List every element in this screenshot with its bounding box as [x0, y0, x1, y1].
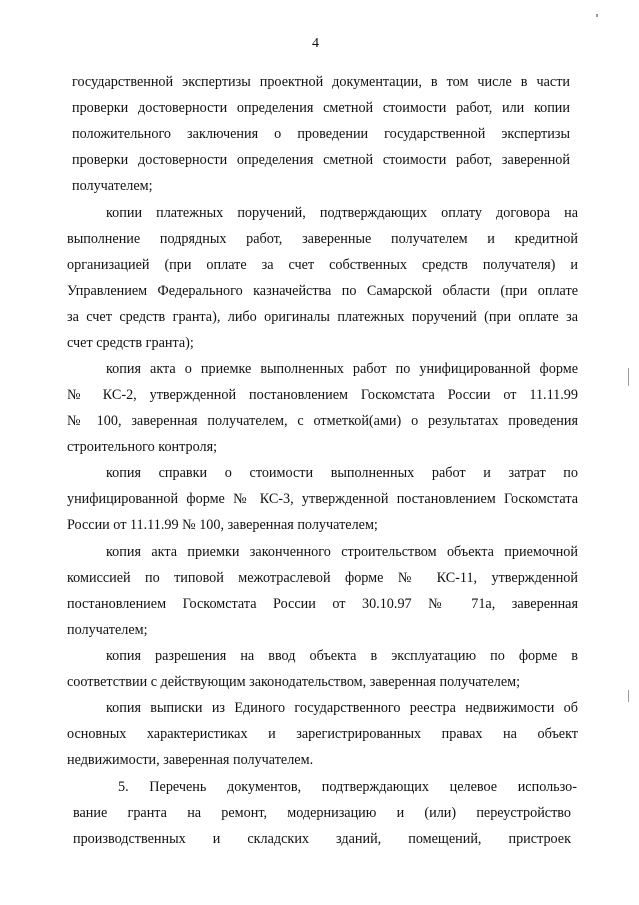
text-line: проверки достоверности определения сметной стоимости работ, или копии — [72, 100, 570, 116]
text-line: копия акта о приемке выполненных работ по унифицированной форме — [106, 361, 578, 377]
text-line: копия разрешения на ввод объекта в эксплуатацию по форме в — [106, 648, 578, 664]
text-line: № КС-2, утвержденной постановлением Госкомстата России от 11.11.99 — [67, 387, 578, 403]
text-line: соответствии с действующим законодательством, заверенная получателем; — [67, 674, 521, 690]
text-line: организацией (при оплате за счет собственных средств получателя) и — [67, 257, 578, 273]
text-line: строительного контроля; — [67, 439, 218, 455]
text-line: производственных и складских зданий, помещений, пристроек — [73, 831, 571, 847]
scan-artifact — [596, 14, 598, 17]
text-line: положительного заключения о проведении государственной экспертизы — [72, 126, 570, 142]
text-line: Управлением Федерального казначейства по Самарской области (при оплате — [67, 283, 578, 299]
text-line: 5. Перечень документов, подтверждающих целевое использо- — [118, 779, 577, 795]
text-line: копия справки о стоимости выполненных работ и затрат по — [106, 465, 578, 481]
text-line: основных характеристиках и зарегистрированных правах на объект — [67, 726, 578, 742]
text-line: проверки достоверности определения сметной стоимости работ, заверенной — [72, 152, 570, 168]
text-line: государственной экспертизы проектной документации, в том числе в части — [72, 74, 570, 90]
text-line: счет средств гранта); — [67, 335, 194, 351]
text-line: вание гранта на ремонт, модернизацию и (или) переустройство — [73, 805, 571, 821]
text-line: выполнение подрядных работ, заверенные получателем и кредитной — [67, 231, 578, 247]
text-line: копия выписки из Единого государственного реестра недвижимости об — [106, 700, 578, 716]
scan-artifact — [628, 368, 629, 386]
text-line: за счет средств гранта), либо оригиналы платежных поручений (при оплате за — [67, 309, 578, 325]
scan-artifact — [628, 690, 629, 702]
text-line: копия акта приемки законченного строительством объекта приемочной — [106, 544, 578, 560]
text-line: № 100, заверенная получателем, с отметкой(ами) о результатах проведения — [67, 413, 578, 429]
text-line: комиссией по типовой межотраслевой форме № КС-11, утвержденной — [67, 570, 578, 586]
text-line: копии платежных поручений, подтверждающих оплату договора на — [106, 205, 578, 221]
text-line: России от 11.11.99 № 100, заверенная получателем; — [67, 517, 378, 533]
text-line: получателем; — [72, 178, 153, 194]
text-line: постановлением Госкомстата России от 30.10.97 № 71а, заверенная — [67, 596, 578, 612]
text-line: недвижимости, заверенная получателем. — [67, 752, 314, 768]
text-line: унифицированной форме № КС-3, утвержденной постановлением Госкомстата — [67, 491, 578, 507]
page-number: 4 — [312, 36, 319, 51]
text-line: получателем; — [67, 622, 148, 638]
